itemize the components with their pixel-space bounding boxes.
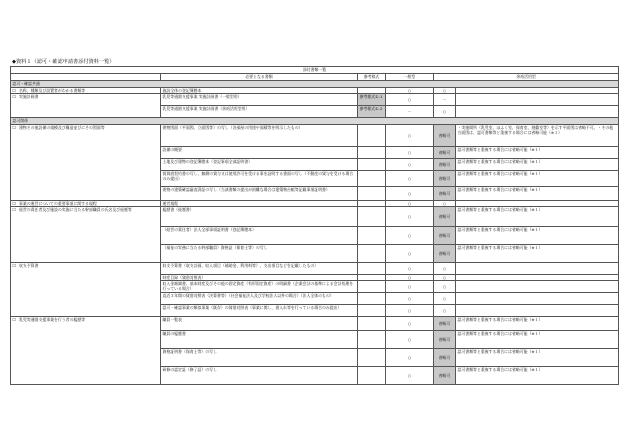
remote-mark: ○ bbox=[434, 293, 456, 305]
ref-cell bbox=[358, 171, 386, 187]
general-mark: ○ bbox=[386, 159, 434, 171]
general-mark: ○ bbox=[386, 349, 434, 367]
ref-cell bbox=[358, 367, 386, 385]
note-cell: 認可書類等と重複する場合には省略可能（※１） bbox=[456, 245, 619, 263]
ref-cell: 参考様式①-2 bbox=[358, 106, 386, 118]
note-cell: 認可書類等と重複する場合には省略可能（※１） bbox=[456, 187, 619, 201]
general-mark: ○ bbox=[386, 305, 434, 317]
ref-cell bbox=[358, 281, 386, 293]
doc-cell: （福祉の実務に当たる幹部職員）資格証（保育士等）の写し bbox=[161, 245, 358, 263]
table-column-header bbox=[11, 74, 619, 81]
doc-cell: 資格証明書（保育士等）の写し bbox=[161, 349, 358, 367]
general-mark: － bbox=[386, 106, 434, 118]
doc-cell: （経営の責任者）法人全部事項証明書（登記簿謄本） bbox=[161, 227, 358, 245]
remote-mark: ○ bbox=[434, 106, 456, 118]
checkbox[interactable]: ☐ bbox=[12, 125, 16, 130]
general-mark: ○ bbox=[386, 147, 434, 159]
checkbox[interactable]: ☐ bbox=[12, 317, 16, 322]
remote-mark: 省略可 bbox=[434, 171, 456, 187]
ref-cell bbox=[358, 245, 386, 263]
ref-cell bbox=[358, 349, 386, 367]
section-row-common bbox=[11, 81, 619, 88]
note-cell: 認可書類等と重複する場合には省略可能（※１） bbox=[456, 317, 619, 331]
ref-cell bbox=[358, 263, 386, 275]
doc-cell: 財産目録（貸借対照表） bbox=[161, 275, 358, 281]
remote-mark: 省略可 bbox=[434, 227, 456, 245]
remote-mark: ○ bbox=[434, 281, 456, 293]
general-mark: ○ bbox=[386, 281, 434, 293]
general-mark: ○ bbox=[386, 171, 434, 187]
general-mark: ○ bbox=[386, 331, 434, 349]
remote-mark: 省略可 bbox=[434, 207, 456, 227]
note-cell: 認可書類等と重複する場合には省略可能（※１） bbox=[456, 331, 619, 349]
item-label: ☐ 乳児等通園支援事業を行う者の履歴等 bbox=[11, 317, 161, 385]
general-mark: ○ bbox=[386, 207, 434, 227]
general-mark: ○ bbox=[386, 245, 434, 263]
doc-cell: 乳児等通園支援事業 実施計画書（余裕活用型用） bbox=[161, 106, 358, 118]
note-cell bbox=[456, 94, 619, 106]
doc-cell: 収入金額調書、基本財産及びその他の固定資産（有形固定資産）の明細書（企業会計の基準による会計処理を行っている場合） bbox=[161, 281, 358, 293]
doc-cell: 運営規程 bbox=[161, 201, 358, 207]
general-mark: ○ bbox=[386, 263, 434, 275]
table-row bbox=[11, 207, 619, 227]
doc-cell: 職員の履歴書 bbox=[161, 331, 358, 349]
remote-mark: 省略可 bbox=[434, 245, 456, 263]
table-group-header bbox=[11, 67, 619, 74]
checkbox[interactable]: ☐ bbox=[12, 263, 16, 268]
note-cell: 認可書類等と重複する場合には省略可能（※１） bbox=[456, 207, 619, 227]
note-cell: ・実施場所（乳児室、ほふく室、保育室、遊戯室等）を示す平面図は省略不可。・その他方面図は、認可書類等と重複する場合には省略可能（※１） bbox=[456, 125, 619, 147]
note-cell bbox=[456, 293, 619, 305]
doc-cell: 直近３年間の貸借対照表（決算書等）（社会福祉法人及び学校法人以外の場合）（法人全体のもの） bbox=[161, 293, 358, 305]
doc-cell: 設備の概要 bbox=[161, 147, 358, 159]
doc-cell: 建物図面（平面図、立面図等）の写し（各部屋の用途や面積等を明示したもの） bbox=[161, 125, 358, 147]
general-mark: ○ bbox=[386, 275, 434, 281]
note-cell bbox=[456, 281, 619, 293]
remote-mark: 省略可 bbox=[434, 159, 456, 171]
ref-cell bbox=[358, 317, 386, 331]
doc-cell: 履歴書（経歴書） bbox=[161, 207, 358, 227]
item-label: ☐ 建物その他設備の規模及び構造並びにその図面等 bbox=[11, 125, 161, 201]
header-remote: 余裕活用型 bbox=[434, 74, 619, 81]
doc-cell: 施設全体の登記簿謄本 bbox=[161, 88, 358, 94]
remote-mark: ○ bbox=[434, 305, 456, 317]
ref-cell bbox=[358, 293, 386, 305]
section-row-approval bbox=[11, 118, 619, 125]
header-general: 一般型 bbox=[386, 74, 434, 81]
note-cell: 認可書類等と重複する場合には省略可能（※１） bbox=[456, 159, 619, 171]
remote-mark: 省略可 bbox=[434, 367, 456, 385]
remote-mark: 省略可 bbox=[434, 147, 456, 159]
ref-cell bbox=[358, 227, 386, 245]
remote-mark: ○ bbox=[434, 275, 456, 281]
remote-mark: 省略可 bbox=[434, 317, 456, 331]
attachment-list-table bbox=[10, 66, 619, 385]
checkbox[interactable]: ☐ bbox=[12, 94, 16, 99]
ref-cell bbox=[358, 187, 386, 201]
item-label: ☐ 名称、種類及び設置者がわかる書類等 bbox=[11, 88, 161, 94]
doc-cell: 研修の認定証（修了証）の写し bbox=[161, 367, 358, 385]
checkbox[interactable]: ☐ bbox=[12, 201, 16, 206]
note-cell: 認可書類等と重複する場合には省略可能（※１） bbox=[456, 367, 619, 385]
ref-cell bbox=[358, 159, 386, 171]
general-mark: ○ bbox=[386, 293, 434, 305]
ref-cell bbox=[358, 305, 386, 317]
checkbox[interactable]: ☐ bbox=[12, 207, 16, 212]
general-mark: ○ bbox=[386, 187, 434, 201]
doc-cell: 乳児等通園支援事業 実施計画書（一般型用） bbox=[161, 94, 358, 106]
header-ref-form: 参考様式 bbox=[358, 74, 386, 81]
remote-mark: 省略可 bbox=[434, 125, 456, 147]
note-cell bbox=[456, 305, 619, 317]
note-cell: 認可書類等と重複する場合には省略可能（※１） bbox=[456, 227, 619, 245]
doc-cell: 建物の建築確認審査済証の写し（当該書類の提出が困難な場合は建築物台帳等記載事項証明書） bbox=[161, 187, 358, 201]
note-cell: 認可書類等と重複する場合には省略可能（※１） bbox=[456, 349, 619, 367]
item-label: ☐ 実施計画書 bbox=[11, 94, 161, 118]
checkbox[interactable]: ☐ bbox=[12, 88, 16, 93]
section-label: 認可関係 bbox=[11, 118, 619, 125]
doc-cell: 賃貸借契約書の写し、無償の貸与又は使用許可を受ける事を証明する書面の写し（不動産の貸与を受ける場合のみ提出） bbox=[161, 171, 358, 187]
ref-cell bbox=[358, 125, 386, 147]
doc-cell: 職員一覧表 bbox=[161, 317, 358, 331]
doc-cell: 収支予算書（収支計画、収入項目（補助金、利用料等）、支出項目などを記載したもの） bbox=[161, 263, 358, 275]
note-cell bbox=[456, 263, 619, 275]
general-mark: ○ bbox=[386, 367, 434, 385]
note-cell bbox=[456, 106, 619, 118]
remote-mark: ○ bbox=[434, 201, 456, 207]
note-cell: 認可書類等と重複する場合には省略可能（※１） bbox=[456, 147, 619, 159]
remote-mark: 省略可 bbox=[434, 331, 456, 349]
remote-mark: 省略可 bbox=[434, 187, 456, 201]
note-cell: 認可書類等と重複する場合には省略可能（※１） bbox=[456, 171, 619, 187]
group-header-cell: 添付書類一覧 bbox=[11, 67, 619, 74]
table-row bbox=[11, 125, 619, 147]
remote-mark: － bbox=[434, 94, 456, 106]
table-row bbox=[11, 94, 619, 106]
ref-cell bbox=[358, 147, 386, 159]
doc-cell: 認可・確認事業の類似事業（既存）の貸借対照表（事業に関し、借入れ等を行っている場合のみ提出） bbox=[161, 305, 358, 317]
table-row bbox=[11, 263, 619, 275]
remote-mark: ○ bbox=[434, 88, 456, 94]
header-doc-needed: 必要となる書類 bbox=[161, 74, 358, 81]
general-mark: ○ bbox=[386, 227, 434, 245]
item-label: ☐ 経営の責任者及び施設の実施に当たる幹部職員の氏名及び経歴等 bbox=[11, 207, 161, 263]
item-label: ☐ 収支予算書 bbox=[11, 263, 161, 317]
general-mark: ○ bbox=[386, 317, 434, 331]
remote-mark: 省略可 bbox=[434, 349, 456, 367]
doc-cell: 土地及び建物の登記簿謄本（登記事項全部証明書） bbox=[161, 159, 358, 171]
section-label: 認可・確認共通 bbox=[11, 81, 619, 88]
item-label: ☐ 事業の運営についての重要事項に関する規程 bbox=[11, 201, 161, 207]
ref-cell bbox=[358, 207, 386, 227]
remote-mark: ○ bbox=[434, 263, 456, 275]
general-mark: ○ bbox=[386, 88, 434, 94]
table-row bbox=[11, 317, 619, 331]
ref-cell: 参考様式①-1 bbox=[358, 94, 386, 106]
general-mark: ○ bbox=[386, 201, 434, 207]
document-title: ◆資料１（認可・確認申請書添付資料一覧） bbox=[12, 59, 115, 65]
general-mark: ○ bbox=[386, 125, 434, 147]
header-blank bbox=[11, 74, 161, 81]
general-mark: ○ bbox=[386, 94, 434, 106]
ref-cell bbox=[358, 331, 386, 349]
